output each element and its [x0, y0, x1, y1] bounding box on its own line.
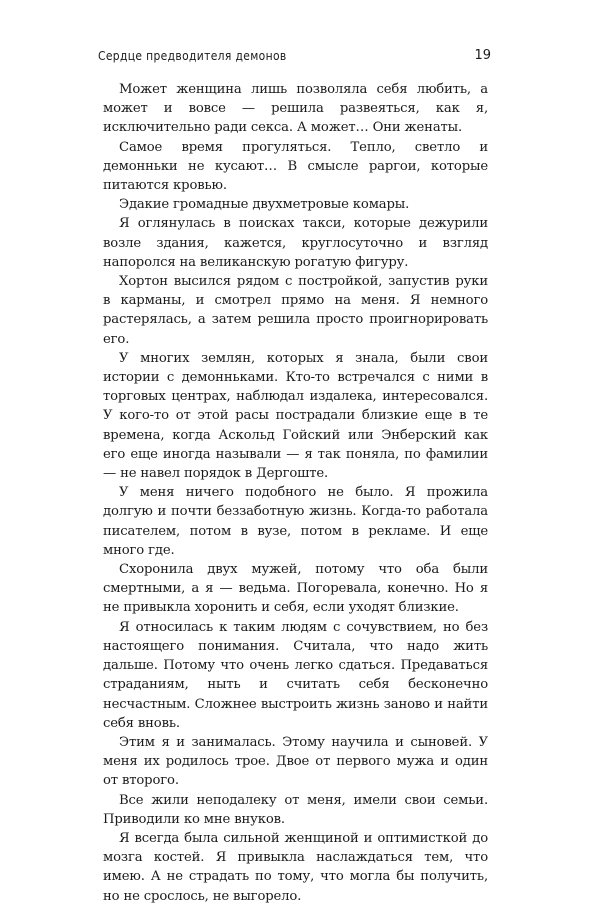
paragraph: У многих землян, которых я знала, были свои истории с демонньками. Кто-то встречался с ними в торговых центрах, наблюдал издалека, интересовался. У кого-то от этой расы пострадали близкие еще в те времена, когда Аскольд Гойский или Энберский как его еще иногда называли — я так поняла, по фамилии — не навел порядок в Дергоште.	[103, 350, 488, 482]
paragraph: Я всегда была сильной женщиной и оптимисткой до мозга костей. Я привыкла наслаждаться тем, что имею. А не страдать по тому, что могла бы получить, но не срослось, не выгорело.	[103, 830, 488, 904]
running-head	[98, 48, 491, 70]
paragraph: Хортон высился рядом с постройкой, запустив руки в карманы, и смотрел прямо на меня. Я немного растерялась, а затем решила просто проигнорировать его.	[103, 274, 488, 347]
paragraph: Все жили неподалеку от меня, имели свои семьи. Приводили ко мне внуков.	[103, 792, 488, 827]
paragraph: Я оглянулась в поисках такси, которые дежурили возле здания, кажется, круглосуточно и взгляд напоролся на великанскую рогатую фигуру.	[103, 216, 488, 270]
paragraph: Эдакие громадные двухметровые комары.	[119, 197, 410, 213]
book-title: Сердце предводителя демонов	[98, 48, 287, 63]
paragraph: Может женщина лишь позволяла себя любить, а может и вовсе — решила развеяться, как я, исключительно ради секса. А может… Они женаты.	[103, 82, 488, 136]
paragraph: У меня ничего подобного не было. Я прожила долгую и почти беззаботную жизнь. Когда-то работала писателем, потом в вузе, потом в рекламе. И еще много где.	[103, 485, 488, 558]
paragraph: Я относилась к таким людям с сочувствием, но без настоящего понимания. Считала, что надо жить дальше. Потому что очень легко сдаться. Предаваться страданиям, ныть и считать себя бесконечно несчастным. Сложнее выстроить жизнь заново и найти себя вновь.	[103, 619, 488, 731]
page-number: 19	[474, 48, 491, 63]
paragraph: Схоронила двух мужей, потому что оба были смертными, а я — ведьма. Погоревала, конечно. Но я не привыкла хоронить и себя, если уходят близкие.	[103, 562, 488, 616]
paragraph: Этим я и занималась. Этому научила и сыновей. У меня их родилось трое. Двое от первого мужа и один от второго.	[103, 734, 488, 789]
paragraph: Самое время прогуляться. Тепло, светло и демонньки не кусают… В смысле раргои, которые питаются кровью.	[103, 139, 488, 194]
body-text	[103, 80, 488, 906]
